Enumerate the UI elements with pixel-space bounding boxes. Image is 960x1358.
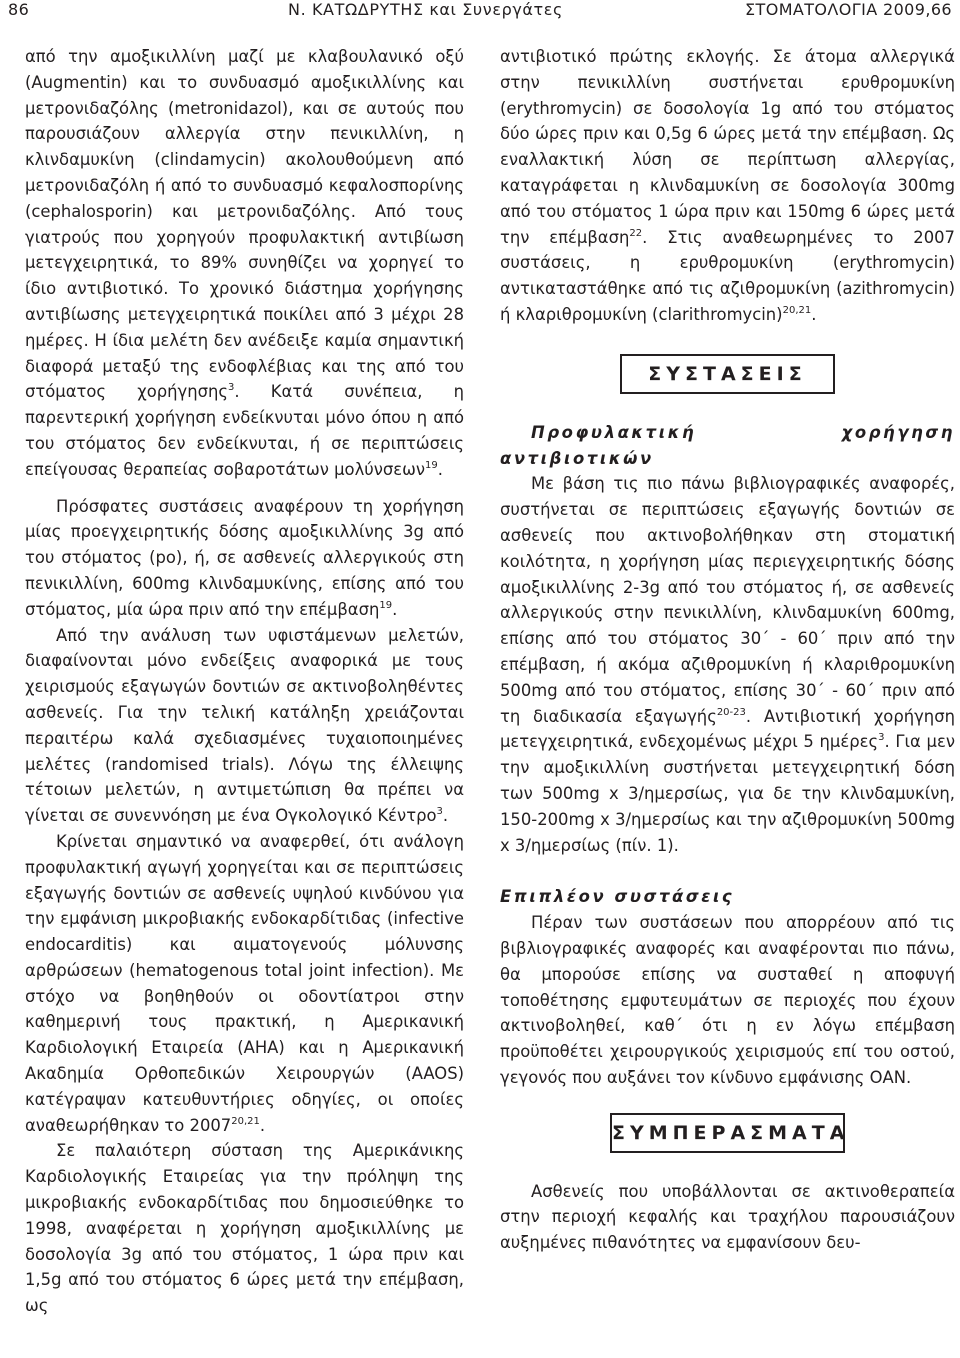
paragraph: Από την ανάλυση των υφιστάμενων μελετών, διαφαίνονται μόνο ενδείξεις αναφορικά με τους χειρισμούς εξαγωγών δοντιών σε ακτινοβοληθέντες ασθενείς. Για την τελική κατάληξη χρειάζονται περαιτέρω καλά σχεδιασμένες τυχαιοποιημένες μελέτες (randomised trials). Λόγω της έλλειψης τέτοιων μελετών, η αντιμετώπιση θα πρέπει να γίνεται σε συνεννόηση με ένα Ογκολογικό Κέντρο$^3$. bbox=[25, 625, 464, 826]
reference: 22 bbox=[629, 227, 643, 239]
paragraph: Με βάση τις πιο πάνω βιβλιογραφικές αναφορές, συστήνεται σε περιπτώσεις εξαγωγής δοντιών σε ασθενείς που ακτινοβολήθηκαν στη στοματική κοιλότητα, η χορήγηση μίας περιεγχειρητικής δόσης αμοξικιλλίνης 2-3g από του στόματος ή, σε ασθενείς αλλεργικούς στην πενικιλλίνη, κλινδαμυκίνη 600mg, επίσης από του στόματος 30΄ - 60΄ πριν από την επέμβαση, ή ακόμα αζιθρομυκίνη ή κλαριθρομυκίνη 500mg από του στόματος, επίσης 30΄ - 60΄ πριν από τη διαδικασία εξαγωγής$^{20-23}$. Αντιβιοτική χορήγηση μετεγχειρητικά, ενδεχομένως μέχρι 5 ημέρες$^3$. Για μεν την αμοξικιλλίνη συστήνεται μετεγχειρητική δόση των 500mg x 3/ημερσίως, για δε την κλινδαμυκίνη, 150-200mg x 3/ημερσίως και την αζιθρομυκίνη 500mg x 3/ημερσίως (πίν. 1). bbox=[500, 474, 955, 855]
paragraph: Πρόσφατες συστάσεις αναφέρουν τη χορήγηση μίας προεγχειρητικής δόσης αμοξικιλλίνης 3g από του στόματος (po), ή, σε ασθενείς αλλεργικούς στη πενικιλλίνη, 600mg κλινδαμυκίνης, επίσης από του στόματος, μία ώρα πριν από την επέμβαση$^{19}$. bbox=[25, 496, 464, 619]
reference: 3 bbox=[878, 732, 885, 744]
reference: 3 bbox=[436, 806, 443, 818]
paragraph: Κρίνεται σημαντικό να αναφερθεί, ότι ανάλογη προφυλακτική αγωγή χορηγείται και σε περιπτώσεις εξαγωγής δοντιών σε ασθενείς υψηλού κινδύνου για την εμφάνιση μικροβιακής ενδοκαρδίτιδας (infective endocarditis) και αιματογενούς μόλυνσης αρθρώσεων (hematogenous total joint infection). Με στόχο να βοηθηθούν οι οδοντίατροι στην καθημερινή τους πρακτική, η Αμερικανική Καρδιολογική Εταιρεία (AHA) και η Αμερικανική Ακαδημία Ορθοπεδικών Χειρουργών (AAOS) κατέγραψαν κατευθυντήριες οδηγίες, οι οποίες αναθεωρήθηκαν το 2007$^{20,21}$. bbox=[25, 831, 464, 1135]
reference: 19 bbox=[425, 459, 438, 471]
paragraph: από την αμοξικιλλίνη μαζί με κλαβουλανικό οξύ (Augmentin) και το συνδυασμό αμοξικιλλίνης και μετρονιδαζόλης (metronidazol), και σε αυτούς που παρουσιάζουν αλλεργία στην πενικιλλίνη, η κλινδαμυκίνη (clindamycin) ακολουθούμενη από μετρονιδαζόλη ή από το συνδυασμό κεφαλοσπορίνης (cephalosporin) και μετρονιδαζόλης. Από τους γιατρούς που χορηγούν προφυλακτική αντιβίωση μετεγχειρητικά, το 89% συνηθίζει να χορηγεί το ίδιο αντιβιοτικό. Το χρονικό διάστημα χορήγησης αντιβίωσης μετεγχειρητικά ποικίλει από 3 μέχρι 28 ημέρες. Η ίδια μελέτη δεν ανέδειξε καμία σημαντική διαφορά μεταξύ της ενδοφλέβιας και της από του στόματος χορήγησης$^3$. Κατά συνέπεια, η παρεντερική χορήγηση ενδείκνυται μόνο όπου η από του στόματος δεν ενδείκνυται, ή σε περιπτώσεις επείγουσας θεραπείας σοβαροτάτων μολύνσεων$^{19}$. bbox=[25, 47, 464, 479]
reference: 20,21 bbox=[231, 1115, 260, 1127]
page-number: 86 bbox=[8, 0, 30, 19]
reference: 20-23 bbox=[716, 706, 746, 718]
reference: 19 bbox=[379, 599, 393, 611]
paragraph: αντιβιοτικό πρώτης εκλογής. Σε άτομα αλλεργικά στην πενικιλλίνη συστήνεται ερυθρομυκίνη (erythromycin) σε δοσολογία 1g από του στόματος δύο ώρες πριν και 0,5g 6 ώρες μετά την επέμβαση. Ως εναλλακτική λύση σε περίπτωση αλλεργίας, καταγράφεται η κλινδαμυκίνη σε δοσολογία 300mg από του στόματος 1 ώρα πριν και 150mg 6 ώρες μετά την επέμβαση$^{22}$. Στις αναθεωρημένες το 2007 συστάσεις, η ερυθρομυκίνη (erythromycin) αντικαταστάθηκε από τις αζιθρομυκίνη (azithromycin) ή κλαριθρομυκίνη (clarithromycin)$^{20,21}$. bbox=[500, 47, 955, 324]
reference: 20,21 bbox=[782, 304, 812, 316]
subsection-heading: Προφυλακτική χορήγηση αντιβιοτικών bbox=[500, 422, 955, 468]
paragraph: Ασθενείς που υποβάλλονται σε ακτινοθεραπεία στην περιοχή κεφαλής και τραχήλου παρουσιάζουν αυξημένες πιθανότητες να εμφανίσουν δευ- bbox=[500, 1181, 955, 1253]
subsection-heading: Επιπλέον συστάσεις bbox=[500, 887, 735, 907]
left-column bbox=[25, 44, 464, 1319]
reference: 3 bbox=[228, 382, 235, 394]
running-authors: Ν. ΚΑΤΩΔΡΥΤΗΣ και Συνεργάτες bbox=[288, 0, 564, 19]
section-heading: ΣΥΜΠΕΡΑΣΜΑΤΑ bbox=[610, 1113, 845, 1153]
journal-issue: ΣΤΟΜΑΤΟΛΟΓΙΑ 2009,66 bbox=[745, 0, 952, 19]
right-column bbox=[500, 44, 955, 1256]
running-header bbox=[0, 0, 960, 24]
section-heading: ΣΥΣΤΑΣΕΙΣ bbox=[620, 354, 835, 394]
paragraph: Πέραν των συστάσεων που απορρέουν από τις βιβλιογραφικές αναφορές και αναφέρονται πιο πάνω, θα μπορούσε επίσης να συσταθεί η αποφυγή τοποθέτησης εμφυτευμάτων σε περιοχές που έχουν ακτινοβοληθεί, καθ΄ ότι η εν λόγω επέμβαση προϋποθέτει χειρουργικούς χειρισμούς επί του οστού, γεγονός που αυξάνει τον κίνδυνο εμφάνισης ΟΑΝ. bbox=[500, 913, 955, 1087]
paragraph: Σε παλαιότερη σύσταση της Αμερικάνικης Καρδιολογικής Εταιρείας για την πρόληψη της μικροβιακής ενδοκαρδίτιδας που δημοσιεύθηκε το 1998, αναφέρεται η χορήγηση αμοξικιλλίνης με δοσολογία 3g από του στόματος, 1 ώρα πριν και 1,5g από του στόματος 6 ώρες μετά την επέμβαση, ως bbox=[25, 1141, 464, 1316]
